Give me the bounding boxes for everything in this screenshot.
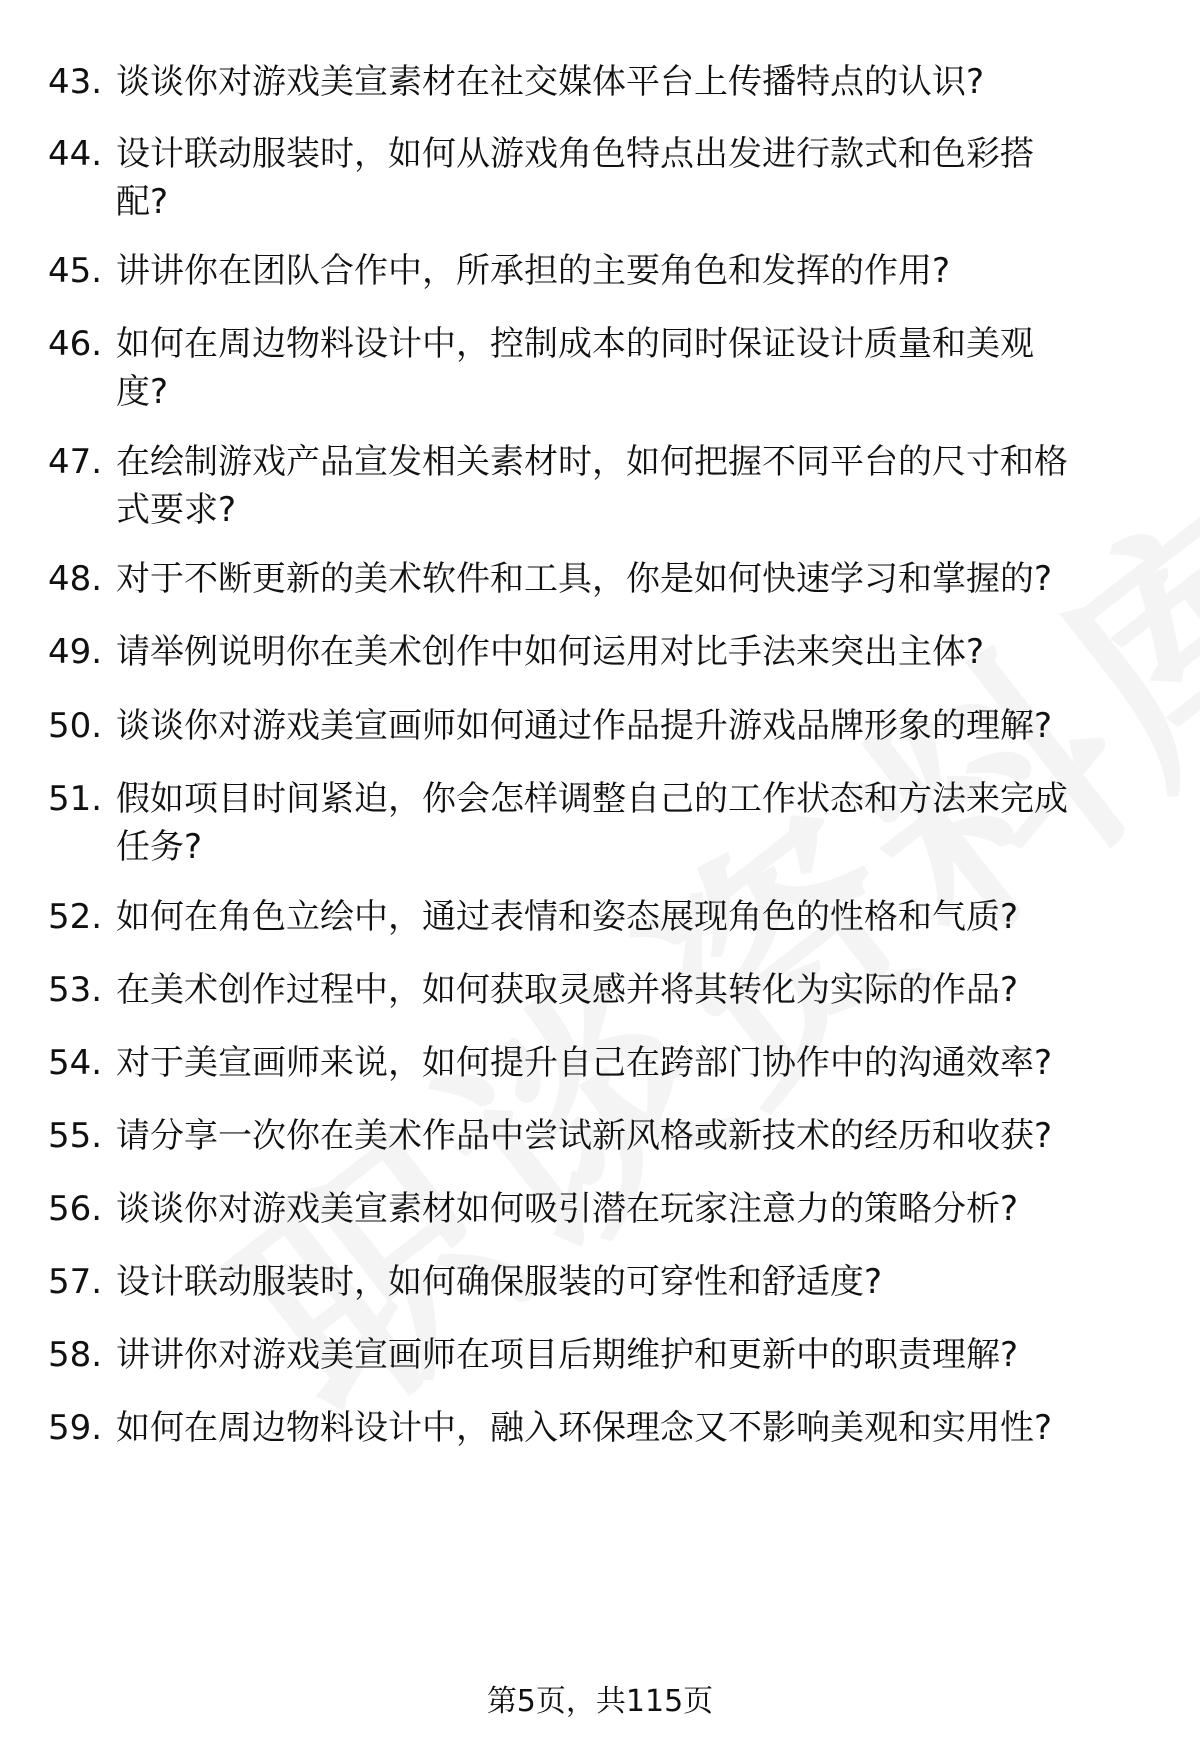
question-51 [48, 775, 1148, 871]
question-50 [48, 702, 1148, 750]
question-text: 讲讲你在团队合作中，所承担的主要角色和发挥的作用? [116, 251, 951, 291]
question-number: 46. [48, 324, 103, 364]
question-number: 48. [48, 559, 103, 599]
question-number: 55. [48, 1116, 103, 1156]
question-57 [48, 1258, 1148, 1306]
question-43 [48, 58, 1148, 106]
question-56 [48, 1185, 1148, 1233]
question-text: 讲讲你对游戏美宣画师在项目后期维护和更新中的职责理解? [116, 1335, 1019, 1375]
question-number: 49. [48, 632, 103, 672]
question-number: 47. [48, 442, 103, 482]
question-58 [48, 1331, 1148, 1379]
question-number: 45. [48, 251, 103, 291]
question-text: 在绘制游戏产品宣发相关素材时，如何把握不同平台的尺寸和格 式要求? [116, 442, 1068, 530]
page-footer: 第5页，共115页 [486, 1684, 714, 1719]
question-44 [48, 130, 1148, 226]
question-52 [48, 893, 1148, 941]
question-text: 在美术创作过程中，如何获取灵感并将其转化为实际的作品? [116, 970, 1019, 1010]
question-number: 51. [48, 779, 103, 819]
question-text: 如何在周边物料设计中，控制成本的同时保证设计质量和美观 度? [116, 324, 1034, 412]
question-number: 50. [48, 706, 103, 746]
question-text: 对于不断更新的美术软件和工具，你是如何快速学习和掌握的? [116, 559, 1053, 599]
question-47 [48, 438, 1148, 534]
question-46 [48, 320, 1148, 416]
question-text: 谈谈你对游戏美宣素材在社交媒体平台上传播特点的认识? [116, 62, 985, 102]
question-text: 请分享一次你在美术作品中尝试新风格或新技术的经历和收获? [116, 1116, 1053, 1156]
question-text: 设计联动服装时，如何确保服装的可穿性和舒适度? [116, 1262, 883, 1302]
question-number: 54. [48, 1043, 103, 1083]
question-text: 如何在周边物料设计中，融入环保理念又不影响美观和实用性? [116, 1408, 1053, 1448]
question-59 [48, 1404, 1148, 1452]
question-number: 53. [48, 970, 103, 1010]
question-text: 谈谈你对游戏美宣画师如何通过作品提升游戏品牌形象的理解? [116, 706, 1053, 746]
question-text: 设计联动服装时，如何从游戏角色特点出发进行款式和色彩搭 配? [116, 134, 1034, 222]
question-48 [48, 555, 1148, 603]
question-number: 58. [48, 1335, 103, 1375]
question-text: 对于美宣画师来说，如何提升自己在跨部门协作中的沟通效率? [116, 1043, 1053, 1083]
question-number: 43. [48, 62, 103, 102]
question-55 [48, 1112, 1148, 1160]
question-number: 59. [48, 1408, 103, 1448]
question-54 [48, 1039, 1148, 1087]
question-53 [48, 966, 1148, 1014]
question-text: 谈谈你对游戏美宣素材如何吸引潜在玩家注意力的策略分析? [116, 1189, 1019, 1229]
question-number: 57. [48, 1262, 103, 1302]
question-text: 请举例说明你在美术创作中如何运用对比手法来突出主体? [116, 632, 985, 672]
question-49 [48, 628, 1148, 676]
question-number: 44. [48, 134, 103, 174]
question-number: 56. [48, 1189, 103, 1229]
question-number: 52. [48, 897, 103, 937]
question-45 [48, 247, 1148, 295]
question-text: 假如项目时间紧迫，你会怎样调整自己的工作状态和方法来完成 任务? [116, 779, 1068, 867]
question-text: 如何在角色立绘中，通过表情和姿态展现角色的性格和气质? [116, 897, 1019, 937]
